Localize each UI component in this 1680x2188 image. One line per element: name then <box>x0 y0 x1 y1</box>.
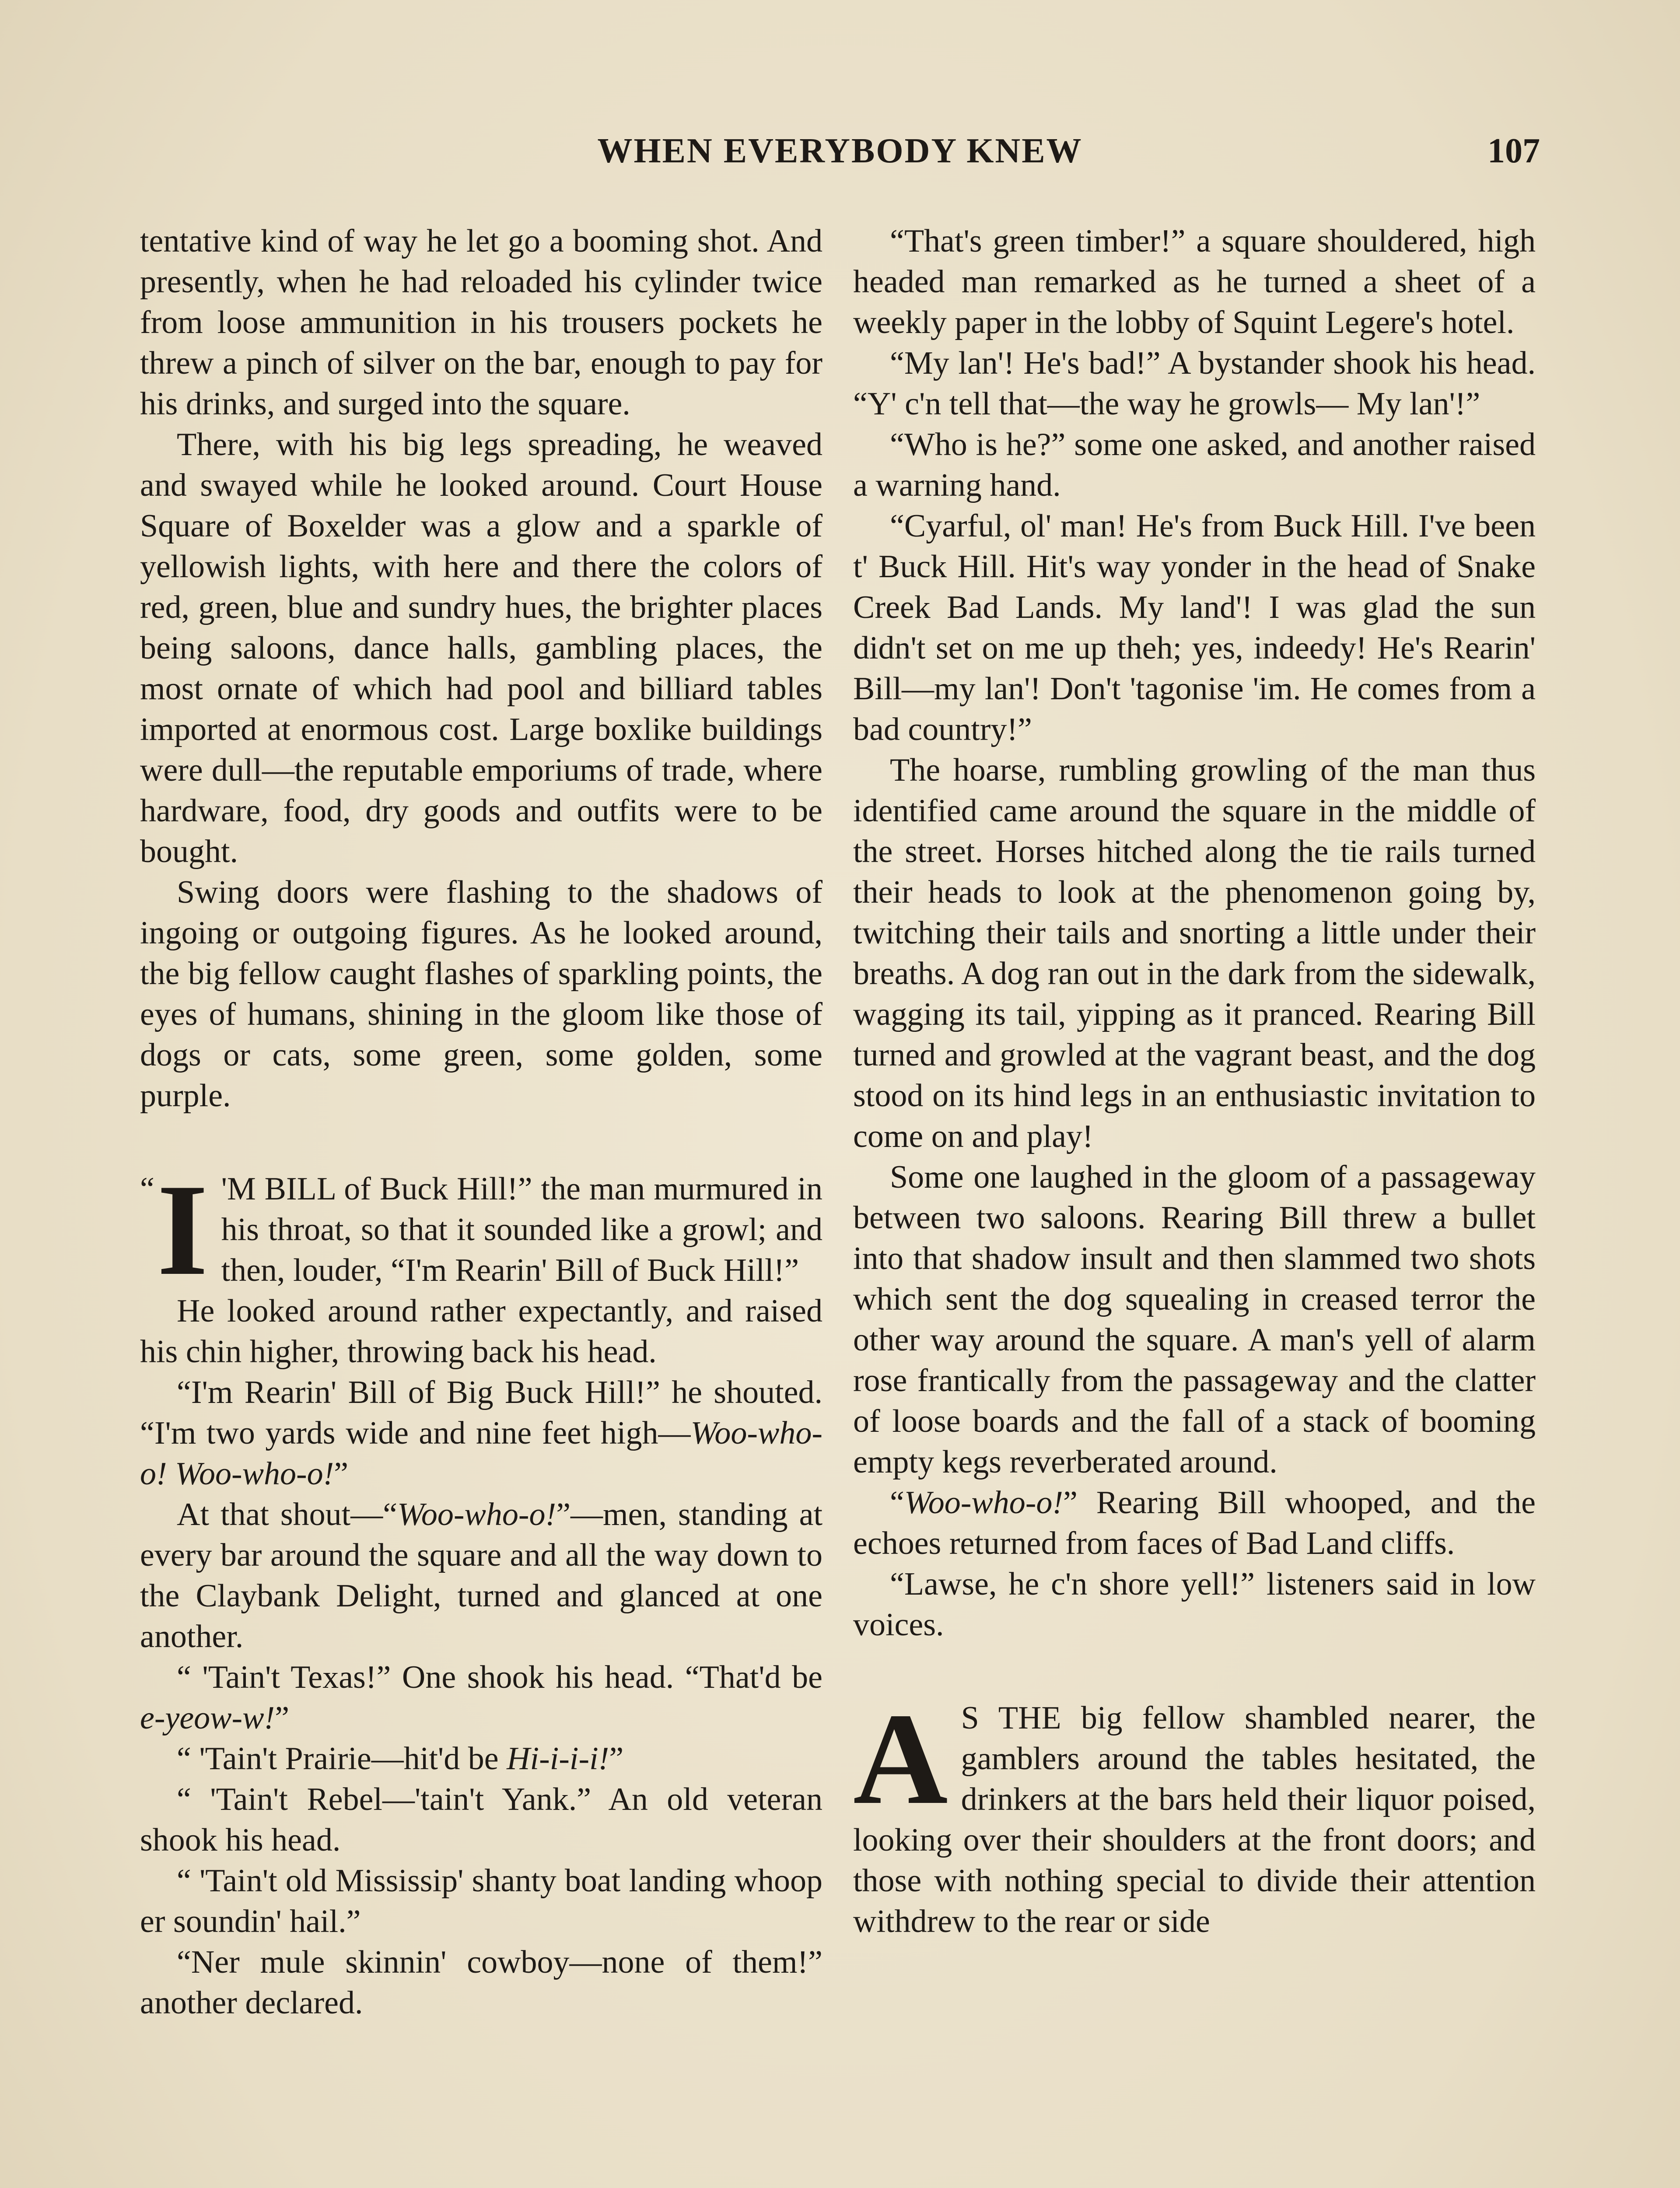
paragraph: Swing doors were flashing to the shadows of ingoing or outgoing figures. As he looked around, the big fellow caught flashes of sparkling points, the eyes of humans, shining in the gloom like those of dogs or cats, some green, some golden, some purple. <box>140 874 822 1114</box>
paragraph: He looked around rather expectantly, and raised his chin higher, throwing back his head. <box>140 1293 822 1370</box>
italic-text: Woo-who-o! <box>397 1497 556 1532</box>
paragraph: “Cyarful, ol' man! He's from Buck Hill. I've been t' Buck Hill. Hit's way yonder in the head of Snake Creek Bad Lands. My land'! I was glad the sun didn't set on me up theh; yes, indeedy! He's Rearin' Bill—my lan'! Don't 'tagonise 'im. He comes from a bad country!” <box>853 508 1536 747</box>
text-run: ”—men, standing at every bar around the square and all the way down to the Claybank Delight, turned and glanced at one another. <box>140 1497 823 1655</box>
page-header <box>140 131 1540 179</box>
paragraph <box>140 1739 822 1779</box>
paragraph: “Who is he?” some one asked, and another raised a warning hand. <box>853 427 1536 503</box>
paragraph: tentative kind of way he let go a booming shot. And presently, when he had reloaded his cylinder twice from loose ammunition in his trousers pockets he threw a pinch of silver on the bar, enough to pay for his drinks, and surged into the square. <box>140 223 822 422</box>
italic-text: Hi-i-i-i! <box>507 1741 609 1777</box>
paragraph-text: 'M BILL of Buck Hill!” the man murmured in his throat, so that it sounded like a growl; and then, louder, “I'm Rearin' Bill of Buck Hill!” <box>221 1171 822 1288</box>
paragraph: There, with his big legs spreading, he weaved and swayed while he looked around. Court House Square of Boxelder was a glow and a sparkle of yellowish lights, with here and there the colors of red, green, blue and sundry hues, the brighter places being saloons, dance halls, gambling places, the most ornate of which had pool and billiard tables imported at enormous cost. Large boxlike buildings were dull—the reputable emporiums of trade, where hardware, food, dry goods and outfits were to be bought. <box>140 427 822 870</box>
running-head: WHEN EVERYBODY KNEW <box>597 132 1083 170</box>
paragraph <box>853 1483 1536 1564</box>
text-run: “ 'Tain't Prairie—hit'd be <box>177 1741 507 1777</box>
paragraph-text: S THE big fellow shambled nearer, the gamblers around the tables hesitated, the drinkers at the bars held their liquor poised, looking over their shoulders at the front doors; and those with nothing special to divide their attention withdrew to the rear or side <box>853 1700 1536 1939</box>
right-column <box>853 221 1536 1942</box>
paragraph <box>140 1372 822 1494</box>
text-run: “I'm Rearin' Bill of Big Buck Hill!” he shouted. “I'm two yards wide and nine feet high— <box>140 1375 822 1451</box>
italic-text: Woo-who-o! Woo-who-o! <box>140 1415 822 1492</box>
paragraph: Some one laughed in the gloom of a passageway between two saloons. Rearing Bill threw a bullet into that shadow insult and then slammed two shots which sent the dog squealing in creased terror the other way around the square. A man's yell of alarm rose frantically from the passageway and the clatter of loose boards and the fall of a stack of booming empty kegs reverberated around. <box>853 1159 1536 1480</box>
italic-text: e-yeow-w! <box>140 1700 275 1736</box>
text-run: ” <box>609 1741 624 1777</box>
text-run: ” <box>334 1456 349 1492</box>
open-quote: “ <box>140 1171 154 1207</box>
paragraph: “My lan'! He's bad!” A bystander shook his head. “Y' c'n tell that—the way he growls— My lan'!” <box>853 345 1536 422</box>
page-number: 107 <box>1488 132 1540 170</box>
text-run: ” <box>275 1700 290 1736</box>
paragraph: “ 'Tain't old Mississip' shanty boat landing whoop er soundin' hail.” <box>140 1863 822 1939</box>
italic-text: Woo-who-o! <box>904 1485 1063 1521</box>
text-run: “ <box>890 1485 904 1521</box>
text-run: ” Rearing Bill whooped, and the echoes returned from faces of Bad Land cliffs. <box>853 1485 1536 1561</box>
paragraph: “ 'Tain't Rebel—'tain't Yank.” An old veteran shook his head. <box>140 1781 822 1858</box>
section-opening-paragraph <box>140 1157 822 1302</box>
paragraph: “Ner mule skinnin' cowboy—none of them!” another declared. <box>140 1944 822 2021</box>
paragraph <box>140 1657 822 1739</box>
paragraph: “Lawse, he c'n shore yell!” listeners said in low voices. <box>853 1566 1536 1643</box>
paragraph: The hoarse, rumbling growling of the man thus identified came around the square in the middle of the street. Horses hitched along the tie rails turned their heads to look at the phenomenon going by, twitching their tails and snorting a little under their breaths. A dog ran out in the dark from the sidewalk, wagging its tail, yipping as it pranced. Rearing Bill turned and growled at the vagrant beast, and the dog stood on its hind legs in an enthusiastic invitation to come on and play! <box>853 752 1536 1154</box>
text-run: “ 'Tain't Texas!” One shook his head. “That'd be <box>177 1659 822 1695</box>
paragraph: “That's green timber!” a square shouldered, high headed man remarked as he turned a sheet of a weekly paper in the lobby of Squint Legere's hotel. <box>853 223 1536 340</box>
paragraph <box>140 1494 822 1657</box>
drop-cap: A <box>853 1686 948 1831</box>
section-opening-paragraph <box>853 1686 1536 1942</box>
text-run: At that shout—“ <box>177 1497 398 1532</box>
drop-cap: I <box>157 1157 208 1302</box>
left-column <box>140 221 822 2023</box>
